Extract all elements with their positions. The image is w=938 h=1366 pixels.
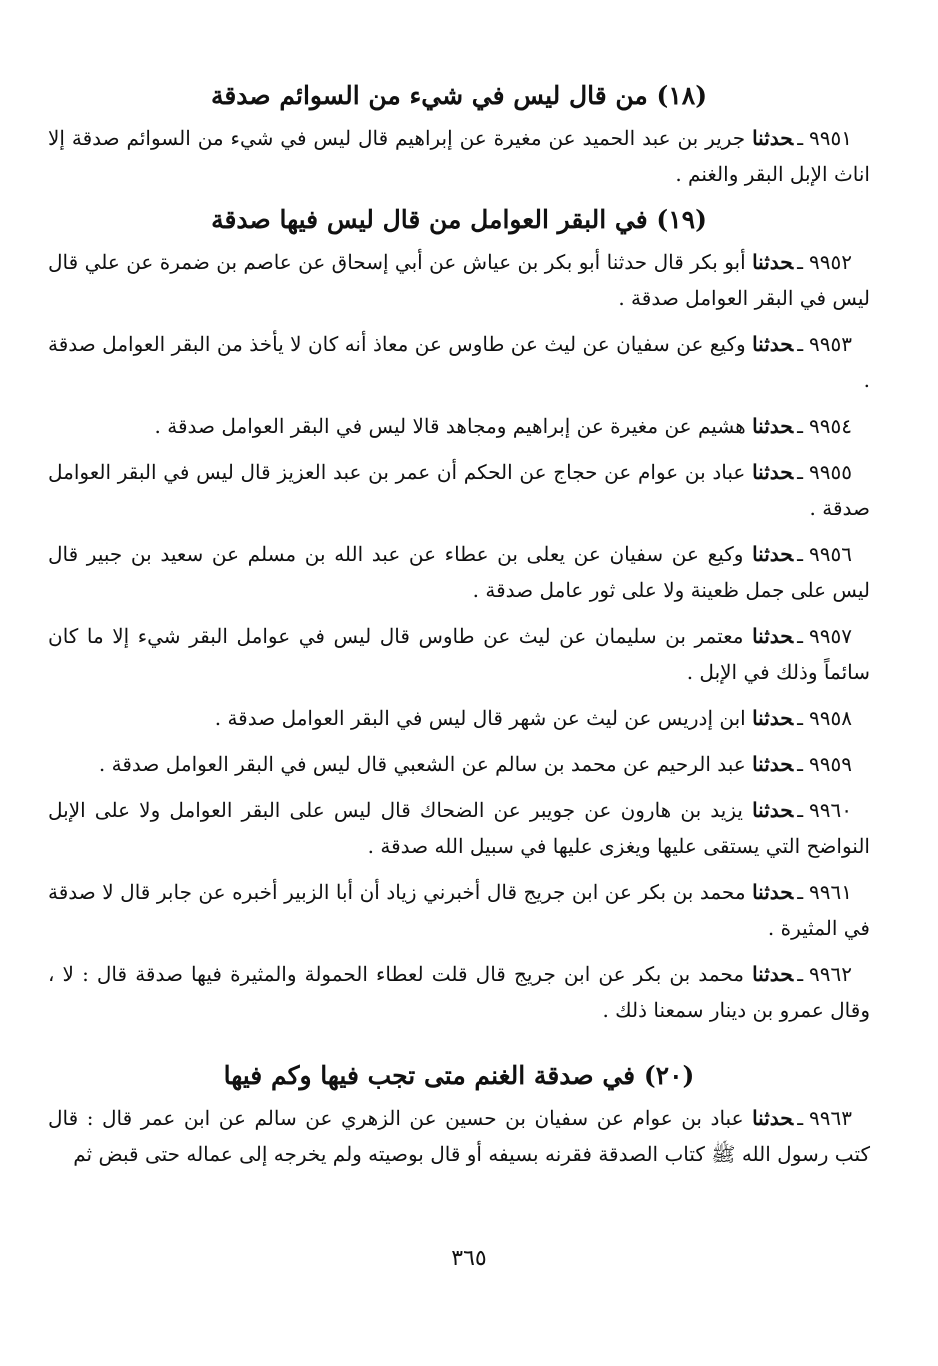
hadith-text: عباد بن عوام عن سفيان بن حسين عن الزهري عن سالم عن ابن عمر قال : قال كتب رسول الله ﷺ كتاب الصدقة فقرنه بسيفه أو قال بوصيته ولم يخرجه إلى عماله حتى قبض ثم — [48, 1106, 870, 1166]
hadith-text: محمد بن بكر عن ابن جريج قال أخبرني زياد أن أبا الزبير أخبره عن جابر قال لا صدقة في المثيرة . — [48, 880, 870, 940]
hadith-lead: حدثنا — [752, 1106, 794, 1130]
hadith-9961: ٩٩٦١ـحدثنا محمد بن بكر عن ابن جريج قال أخبرني زياد أن أبا الزبير أخبره عن جابر قال لا صدقة في المثيرة . — [48, 874, 870, 946]
page-number: ٣٦٥ — [451, 1246, 487, 1271]
hadith-lead: حدثنا — [752, 542, 794, 566]
hadith-number: ٩٩٥١ — [809, 126, 853, 150]
chapter-heading-18: (١٨) من قال ليس في شيء من السوائم صدقة — [210, 81, 708, 110]
hadith-number: ٩٩٥٦ — [809, 542, 852, 566]
hadith-text: أبو بكر قال حدثنا أبو بكر بن عياش عن أبي إسحاق عن عاصم بن ضمرة عن علي قال ليس في البقر العوامل صدقة . — [48, 250, 870, 310]
hadith-9962: ٩٩٦٢ـحدثنا محمد بن بكر عن ابن جريج قال قلت لعطاء الحمولة والمثيرة فيها صدقة قال : لا ، وقال عمرو بن دينار سمعنا ذلك . — [48, 956, 870, 1028]
hadith-lead: حدثنا — [752, 332, 794, 356]
hadith-9959: ٩٩٥٩ـحدثنا عبد الرحيم عن محمد بن سالم عن الشعبي قال ليس في البقر العوامل صدقة . — [48, 746, 870, 782]
hadith-9951: ٩٩٥١ـحدثنا جرير بن عبد الحميد عن مغيرة عن إبراهيم قال ليس في شيء من السوائم صدقة إلا اناث الإبل البقر والغنم . — [48, 120, 870, 192]
chapter-heading-20: (٢٠) في صدقة الغنم متى تجب فيها وكم فيها — [223, 1061, 695, 1090]
hadith-lead: حدثنا — [752, 962, 794, 986]
hadith-9957: ٩٩٥٧ـحدثنا معتمر بن سليمان عن ليث عن طاوس قال ليس في عوامل البقر شيء إلا ما كان سائماً وذلك في الإبل . — [48, 618, 870, 690]
hadith-number: ٩٩٦٠ — [809, 798, 853, 822]
hadith-lead: حدثنا — [752, 624, 794, 648]
hadith-text: ابن إدريس عن ليث عن شهر قال ليس في البقر العوامل صدقة . — [214, 706, 746, 730]
hadith-number: ٩٩٦٢ — [809, 962, 853, 986]
hadith-number: ٩٩٥٥ — [809, 460, 852, 484]
chapter-heading-19: (١٩) في البقر العوامل من قال ليس فيها صدقة — [211, 205, 707, 234]
hadith-number: ٩٩٥٨ — [809, 706, 852, 730]
hadith-number: ٩٩٥٢ — [809, 250, 852, 274]
hadith-9953: ٩٩٥٣ـحدثنا وكيع عن سفيان عن ليث عن طاوس عن معاذ أنه كان لا يأخذ من البقر العوامل صدقة . — [48, 326, 870, 398]
hadith-lead: حدثنا — [752, 126, 794, 150]
hadith-9954: ٩٩٥٤ـحدثنا هشيم عن مغيرة عن إبراهيم ومجاهد قالا ليس في البقر العوامل صدقة . — [48, 408, 870, 444]
hadith-lead: حدثنا — [752, 706, 794, 730]
hadith-number: ٩٩٦٣ — [809, 1106, 853, 1130]
hadith-lead: حدثنا — [752, 798, 794, 822]
page-body — [48, 78, 870, 1172]
hadith-text: محمد بن بكر عن ابن جريج قال قلت لعطاء الحمولة والمثيرة فيها صدقة قال : لا ، وقال عمرو بن دينار سمعنا ذلك . — [48, 962, 870, 1022]
hadith-lead: حدثنا — [752, 460, 794, 484]
hadith-lead: حدثنا — [752, 414, 794, 438]
hadith-text: عباد بن عوام عن حجاج عن الحكم أن عمر بن عبد العزيز قال ليس في البقر العوامل صدقة . — [48, 460, 870, 520]
hadith-number: ٩٩٥٩ — [809, 752, 852, 776]
hadith-9952: ٩٩٥٢ـحدثنا أبو بكر قال حدثنا أبو بكر بن عياش عن أبي إسحاق عن عاصم بن ضمرة عن علي قال ليس في البقر العوامل صدقة . — [48, 244, 870, 316]
hadith-9963: ٩٩٦٣ـحدثنا عباد بن عوام عن سفيان بن حسين عن الزهري عن سالم عن ابن عمر قال : قال كتب رسول الله ﷺ كتاب الصدقة فقرنه بسيفه أو قال بوصيته ولم يخرجه إلى عماله حتى قبض ثم — [48, 1100, 870, 1172]
hadith-number: ٩٩٦١ — [809, 880, 853, 904]
hadith-lead: حدثنا — [752, 250, 794, 274]
hadith-text: معتمر بن سليمان عن ليث عن طاوس قال ليس في عوامل البقر شيء إلا ما كان سائماً وذلك في الإبل . — [48, 624, 870, 684]
hadith-text: يزيد بن هارون عن جويبر عن الضحاك قال ليس على البقر العوامل ولا على الإبل النواضح التي يستقى عليها ويغزى عليها في سبيل الله صدقة . — [48, 798, 870, 858]
hadith-text: هشيم عن مغيرة عن إبراهيم ومجاهد قالا ليس في البقر العوامل صدقة . — [154, 414, 746, 438]
hadith-number: ٩٩٥٤ — [809, 414, 852, 438]
hadith-number: ٩٩٥٧ — [809, 624, 852, 648]
hadith-lead: حدثنا — [752, 752, 794, 776]
hadith-lead: حدثنا — [752, 880, 794, 904]
hadith-9960: ٩٩٦٠ـحدثنا يزيد بن هارون عن جويبر عن الضحاك قال ليس على البقر العوامل ولا على الإبل النواضح التي يستقى عليها ويغزى عليها في سبيل الله صدقة . — [48, 792, 870, 864]
hadith-text: وكيع عن سفيان عن يعلى بن عطاء عن عبد الله بن مسلم عن سعيد بن جبير قال ليس على جمل ظعينة ولا على ثور عامل صدقة . — [48, 542, 870, 602]
hadith-9958: ٩٩٥٨ـحدثنا ابن إدريس عن ليث عن شهر قال ليس في البقر العوامل صدقة . — [48, 700, 870, 736]
hadith-text: وكيع عن سفيان عن ليث عن طاوس عن معاذ أنه كان لا يأخذ من البقر العوامل صدقة . — [48, 332, 870, 392]
hadith-9956: ٩٩٥٦ـحدثنا وكيع عن سفيان عن يعلى بن عطاء عن عبد الله بن مسلم عن سعيد بن جبير قال ليس على جمل ظعينة ولا على ثور عامل صدقة . — [48, 536, 870, 608]
hadith-9955: ٩٩٥٥ـحدثنا عباد بن عوام عن حجاج عن الحكم أن عمر بن عبد العزيز قال ليس في البقر العوامل صدقة . — [48, 454, 870, 526]
hadith-number: ٩٩٥٣ — [809, 332, 853, 356]
hadith-text: جرير بن عبد الحميد عن مغيرة عن إبراهيم قال ليس في شيء من السوائم صدقة إلا اناث الإبل البقر والغنم . — [48, 126, 870, 186]
hadith-text: عبد الرحيم عن محمد بن سالم عن الشعبي قال ليس في البقر العوامل صدقة . — [98, 752, 746, 776]
